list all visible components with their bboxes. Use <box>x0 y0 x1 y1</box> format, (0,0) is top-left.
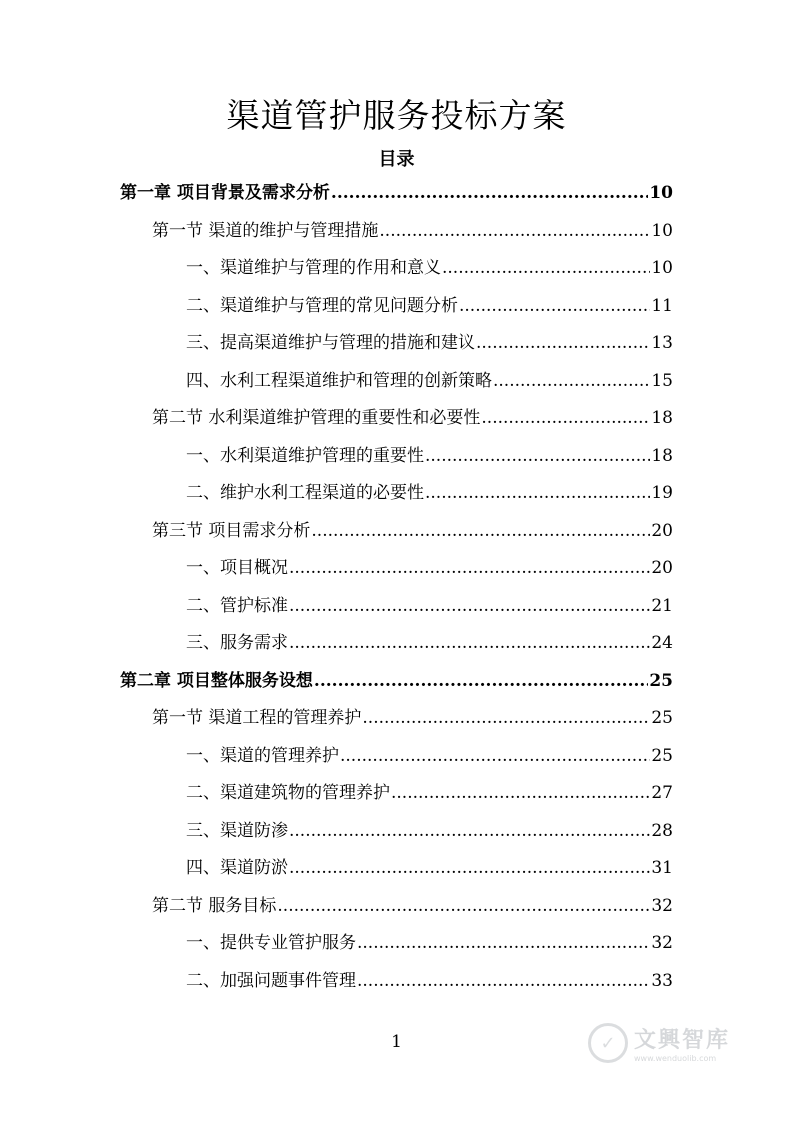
toc-entry-text: 二、管护标准 <box>186 595 288 616</box>
toc-entry-page: 33 <box>651 970 673 991</box>
toc-entry-text: 一、渠道的管理养护 <box>186 745 339 766</box>
toc-entry-page: 25 <box>651 708 673 728</box>
wenxing-logo-icon: ✓ <box>588 1023 628 1063</box>
toc-leader-dots <box>314 671 648 691</box>
toc-entry[interactable] <box>120 178 673 208</box>
toc-entry-text: 二、渠道维护与管理的常见问题分析 <box>186 295 458 316</box>
toc-entry-text: 第二章 项目整体服务设想 <box>120 670 313 691</box>
toc-leader-dots <box>493 371 650 391</box>
toc-entry[interactable] <box>186 441 673 471</box>
toc-entry[interactable] <box>186 778 673 808</box>
toc-leader-dots <box>362 708 650 728</box>
toc-entry-text: 一、渠道维护与管理的作用和意义 <box>186 258 441 278</box>
toc-entry[interactable] <box>186 741 673 771</box>
toc-entry-page: 20 <box>651 558 673 578</box>
toc-entry[interactable] <box>152 516 673 546</box>
toc-leader-dots <box>311 521 650 541</box>
toc-entry[interactable] <box>152 403 673 433</box>
toc-entry-page: 25 <box>651 745 673 766</box>
toc-leader-dots <box>289 633 650 653</box>
toc-entry[interactable] <box>120 666 673 696</box>
toc-leader-dots <box>277 896 650 916</box>
toc-entry[interactable] <box>186 366 673 396</box>
toc-entry[interactable] <box>186 553 673 583</box>
toc-entry[interactable] <box>152 703 673 733</box>
toc-entry-page: 13 <box>651 333 673 353</box>
toc-entry-text: 第二节 水利渠道维护管理的重要性和必要性 <box>152 408 481 428</box>
toc-entry-page: 27 <box>651 783 673 803</box>
toc-entry-text: 第一节 渠道的维护与管理措施 <box>152 220 379 241</box>
toc-entry-page: 15 <box>651 370 673 391</box>
toc-entry-page: 20 <box>651 520 673 541</box>
toc-entry-page: 28 <box>651 820 673 841</box>
toc-entry-text: 三、服务需求 <box>186 633 288 653</box>
toc-entry-page: 21 <box>651 595 673 616</box>
toc-entry-page: 32 <box>651 933 673 953</box>
toc-leader-dots <box>391 783 650 803</box>
toc-entry[interactable] <box>186 291 673 321</box>
toc-entry-page: 18 <box>651 445 673 466</box>
toc-leader-dots <box>459 296 650 316</box>
toc-entry[interactable] <box>186 478 673 508</box>
toc-leader-dots <box>340 746 650 766</box>
toc-leader-dots <box>442 258 650 278</box>
toc-entry-page: 19 <box>651 483 673 503</box>
toc-entry[interactable] <box>152 891 673 921</box>
toc-leader-dots <box>289 821 650 841</box>
toc-entry[interactable] <box>186 816 673 846</box>
toc-entry-text: 一、项目概况 <box>186 558 288 578</box>
toc-leader-dots <box>357 933 650 953</box>
toc-entry[interactable] <box>186 853 673 883</box>
toc-entry-text: 二、加强问题事件管理 <box>186 970 356 991</box>
toc-leader-dots <box>289 558 650 578</box>
toc-leader-dots <box>481 408 650 428</box>
toc-entry-page: 31 <box>651 858 673 878</box>
document-title: 渠道管护服务投标方案 <box>226 96 567 135</box>
toc-entry[interactable] <box>186 253 673 283</box>
toc-entry-text: 第一节 渠道工程的管理养护 <box>152 708 362 728</box>
toc-entry[interactable] <box>186 591 673 621</box>
toc-entry-text: 四、渠道防淤 <box>186 858 288 878</box>
toc-heading: 目录 <box>378 149 415 170</box>
toc-entry-text: 第三节 项目需求分析 <box>152 520 311 541</box>
toc-entry-page: 18 <box>651 408 673 428</box>
toc-leader-dots <box>476 333 650 353</box>
toc-entry-page: 24 <box>651 633 673 653</box>
toc-entry-text: 三、渠道防渗 <box>186 820 288 841</box>
toc-leader-dots <box>425 446 650 466</box>
toc-entry-text: 四、水利工程渠道维护和管理的创新策略 <box>186 370 492 391</box>
toc-leader-dots <box>357 971 650 991</box>
toc-entry-page: 25 <box>649 670 673 691</box>
toc-leader-dots <box>289 596 650 616</box>
toc-entry[interactable] <box>186 966 673 996</box>
toc-leader-dots <box>289 858 650 878</box>
watermark-name: 文興智库 <box>634 1028 731 1053</box>
toc-entry-page: 10 <box>649 183 673 203</box>
toc-entry[interactable] <box>186 628 673 658</box>
watermark-url: www.wenduolib.com <box>634 1054 717 1063</box>
toc-entry[interactable] <box>152 216 673 246</box>
toc-entry-text: 二、维护水利工程渠道的必要性 <box>186 483 424 503</box>
toc-leader-dots <box>425 483 650 503</box>
toc-entry-text: 三、提高渠道维护与管理的措施和建议 <box>186 333 475 353</box>
toc-entry-page: 10 <box>651 220 673 241</box>
toc-entry[interactable] <box>186 928 673 958</box>
toc-entry-text: 第一章 项目背景及需求分析 <box>120 183 330 203</box>
toc-entry-page: 32 <box>651 895 673 916</box>
page-number: 1 <box>391 1032 402 1052</box>
toc-entry[interactable] <box>186 328 673 358</box>
toc-entry-text: 一、提供专业管护服务 <box>186 933 356 953</box>
toc-entry-text: 一、水利渠道维护管理的重要性 <box>186 445 424 466</box>
toc-entry-text: 二、渠道建筑物的管理养护 <box>186 783 390 803</box>
toc-leader-dots <box>379 221 650 241</box>
toc-entry-text: 第二节 服务目标 <box>152 895 277 916</box>
toc-entry-page: 10 <box>651 258 673 278</box>
toc-leader-dots <box>331 183 648 203</box>
watermark-text <box>634 1023 730 1063</box>
watermark <box>588 1018 768 1068</box>
toc-entry-page: 11 <box>651 295 673 316</box>
